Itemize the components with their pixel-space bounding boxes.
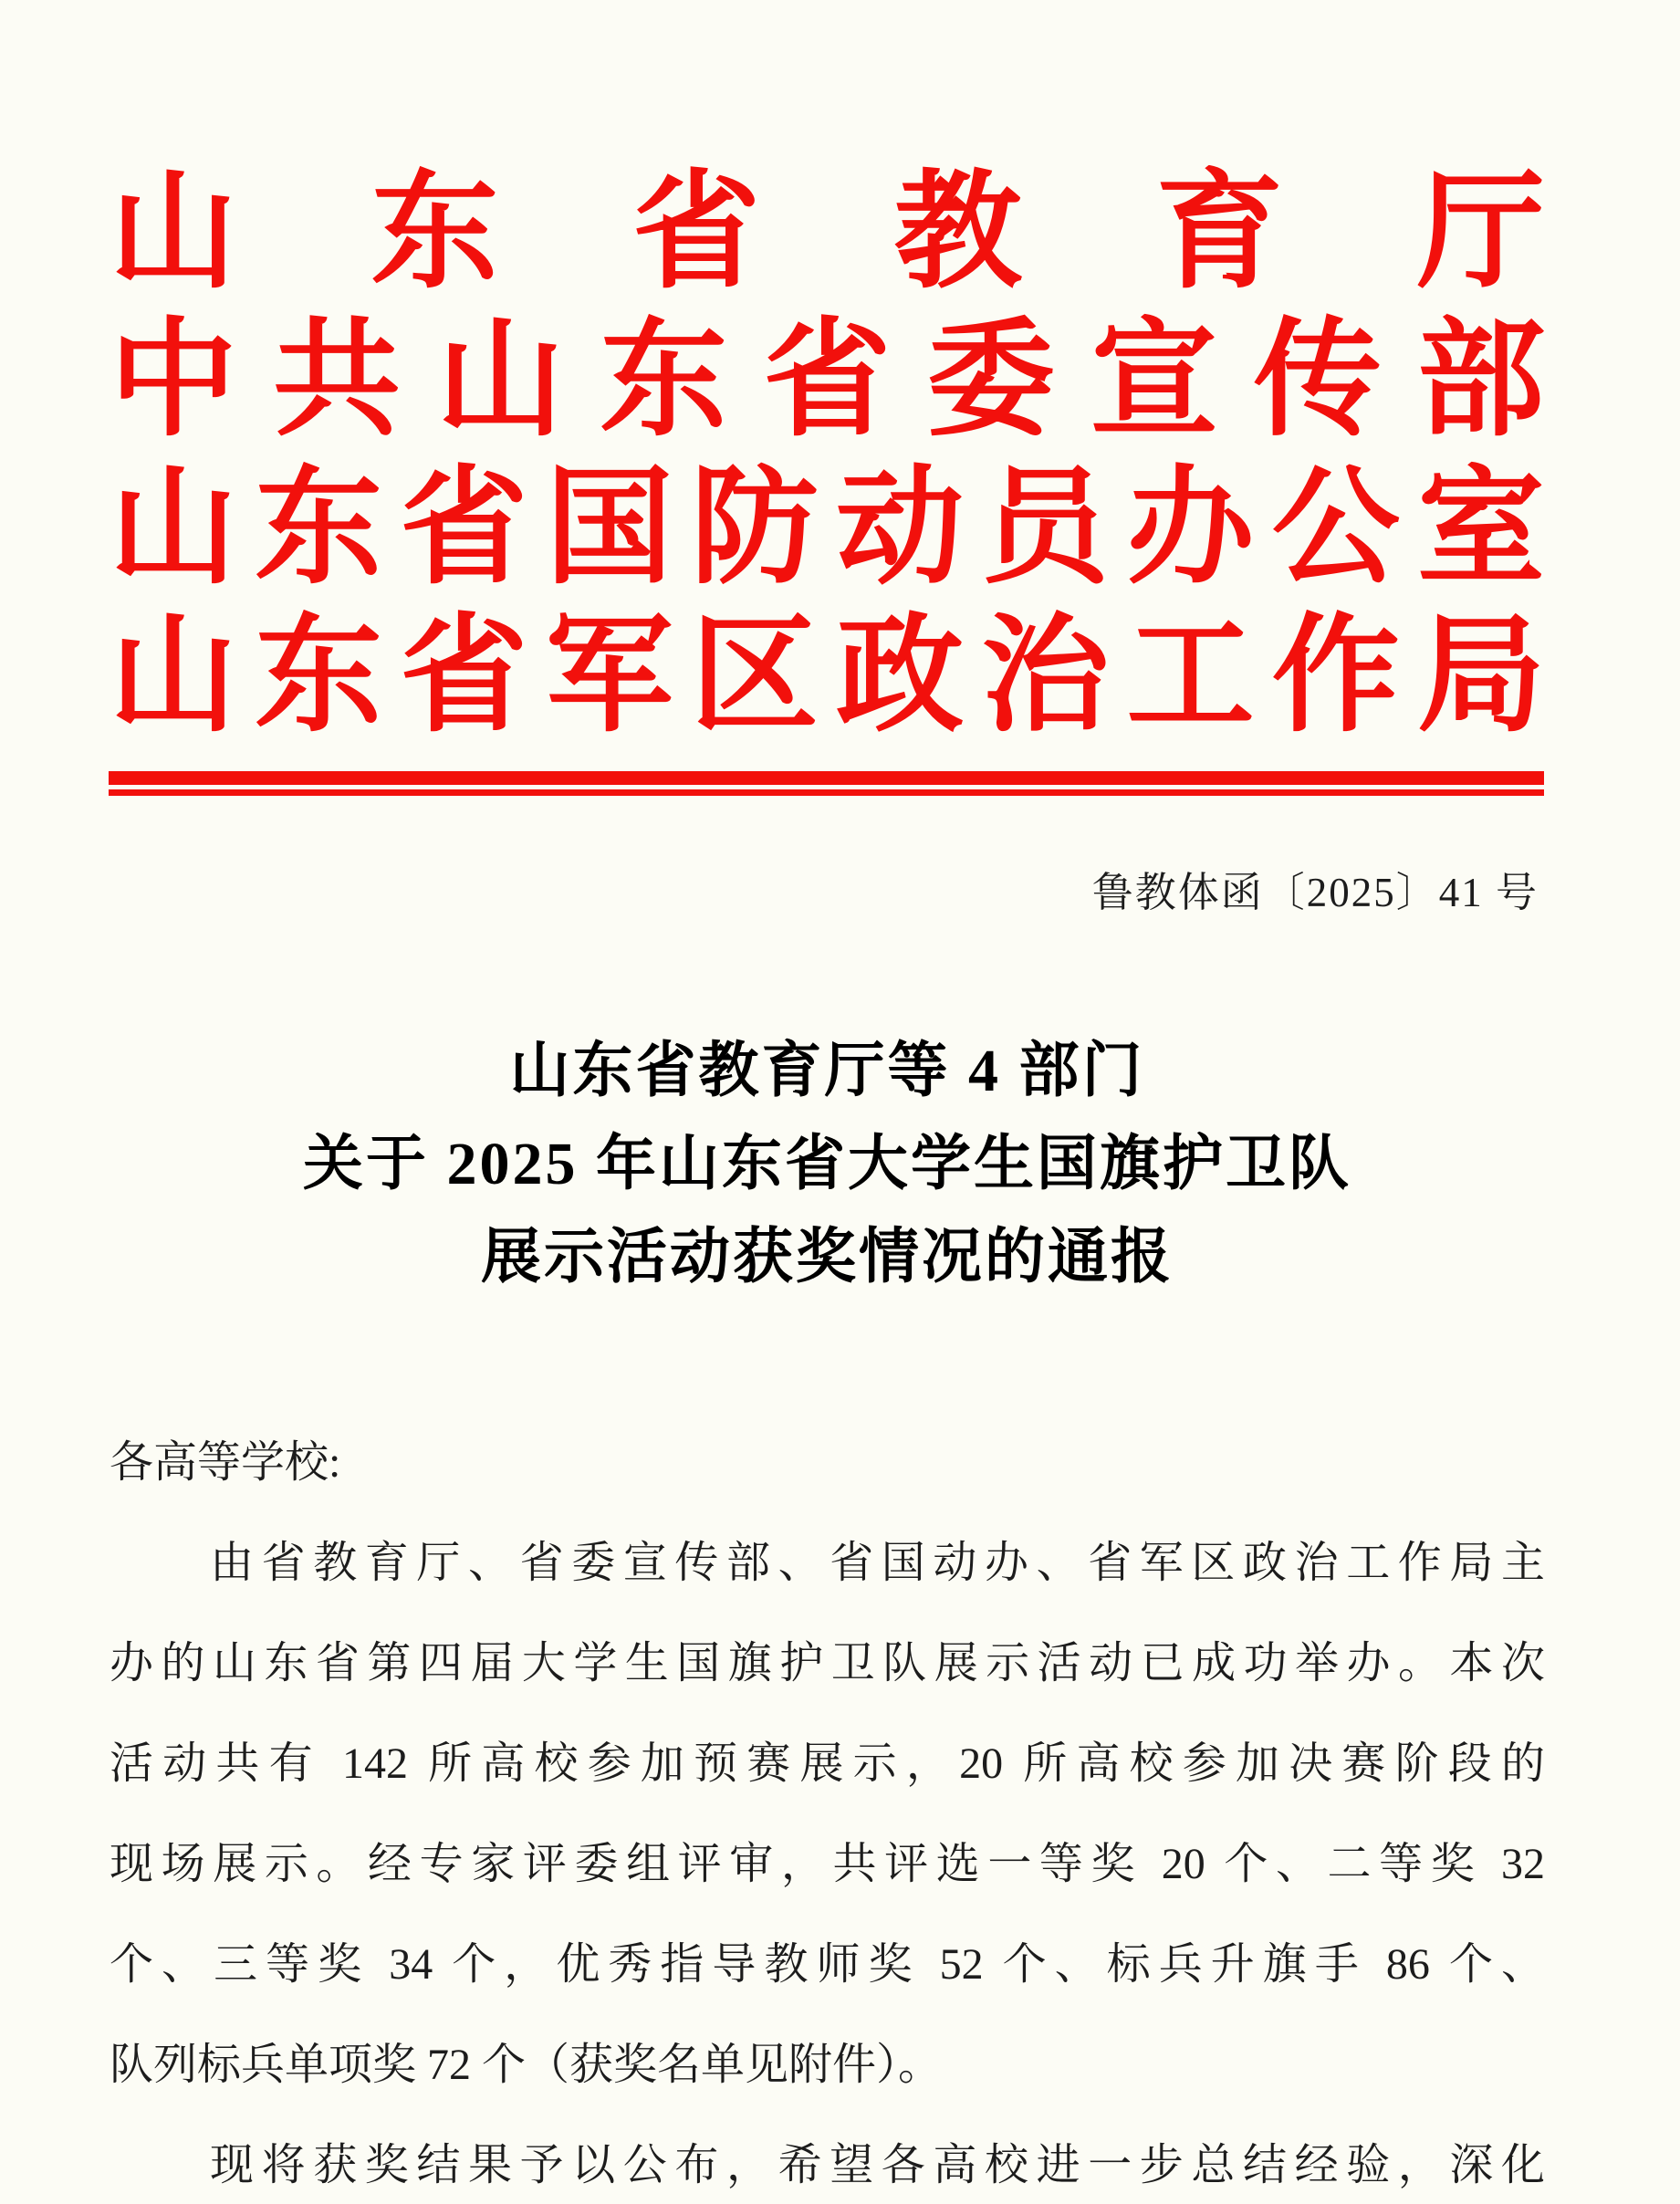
document-title-line-1: 山东省教育厅等 4 部门 — [509, 1038, 1145, 1104]
red-divider-thick-rule — [109, 771, 1544, 785]
document-number: 鲁教体函〔2025〕41 号 — [1091, 870, 1539, 915]
letterhead — [110, 160, 1545, 751]
letterhead-line-4: 山东省军区政治工作局 — [110, 606, 1545, 747]
red-divider — [109, 771, 1544, 796]
salutation: 各高等学校: — [110, 1438, 341, 1487]
body-line: 现将获奖结果予以公布，希望各高校进一步总结经验，深化 — [210, 2141, 1545, 2189]
document-title-line-3: 展示活动获奖情况的通报 — [481, 1224, 1174, 1290]
document-title — [110, 1025, 1545, 1304]
body-line: 现场展示。经专家评委组评审，共评选一等奖 20 个、二等奖 32 — [110, 1840, 1545, 1888]
document-title-line-2: 关于 2025 年山东省大学生国旗护卫队 — [303, 1131, 1351, 1197]
body-line: 由省教育厅、省委宣传部、省国动办、省军区政治工作局主 — [210, 1539, 1545, 1587]
red-divider-thin-rule — [109, 789, 1544, 796]
body-line: 个、三等奖 34 个，优秀指导教师奖 52 个、标兵升旗手 86 个、 — [110, 1940, 1545, 1989]
letterhead-line-3: 山东省国防动员办公室 — [110, 458, 1545, 600]
body-line: 活动共有 142 所高校参加预赛展示，20 所高校参加决赛阶段的 — [110, 1739, 1545, 1788]
body-line: 队列标兵单项奖 72 个（获奖名单见附件）。 — [110, 2041, 943, 2089]
document-body — [110, 1413, 1545, 2204]
letterhead-line-2: 中共山东省委宣传部 — [110, 310, 1545, 452]
body-line: 办的山东省第四届大学生国旗护卫队展示活动已成功举办。本次 — [110, 1639, 1545, 1687]
letterhead-line-1: 山东省教育厅 — [110, 162, 1545, 304]
